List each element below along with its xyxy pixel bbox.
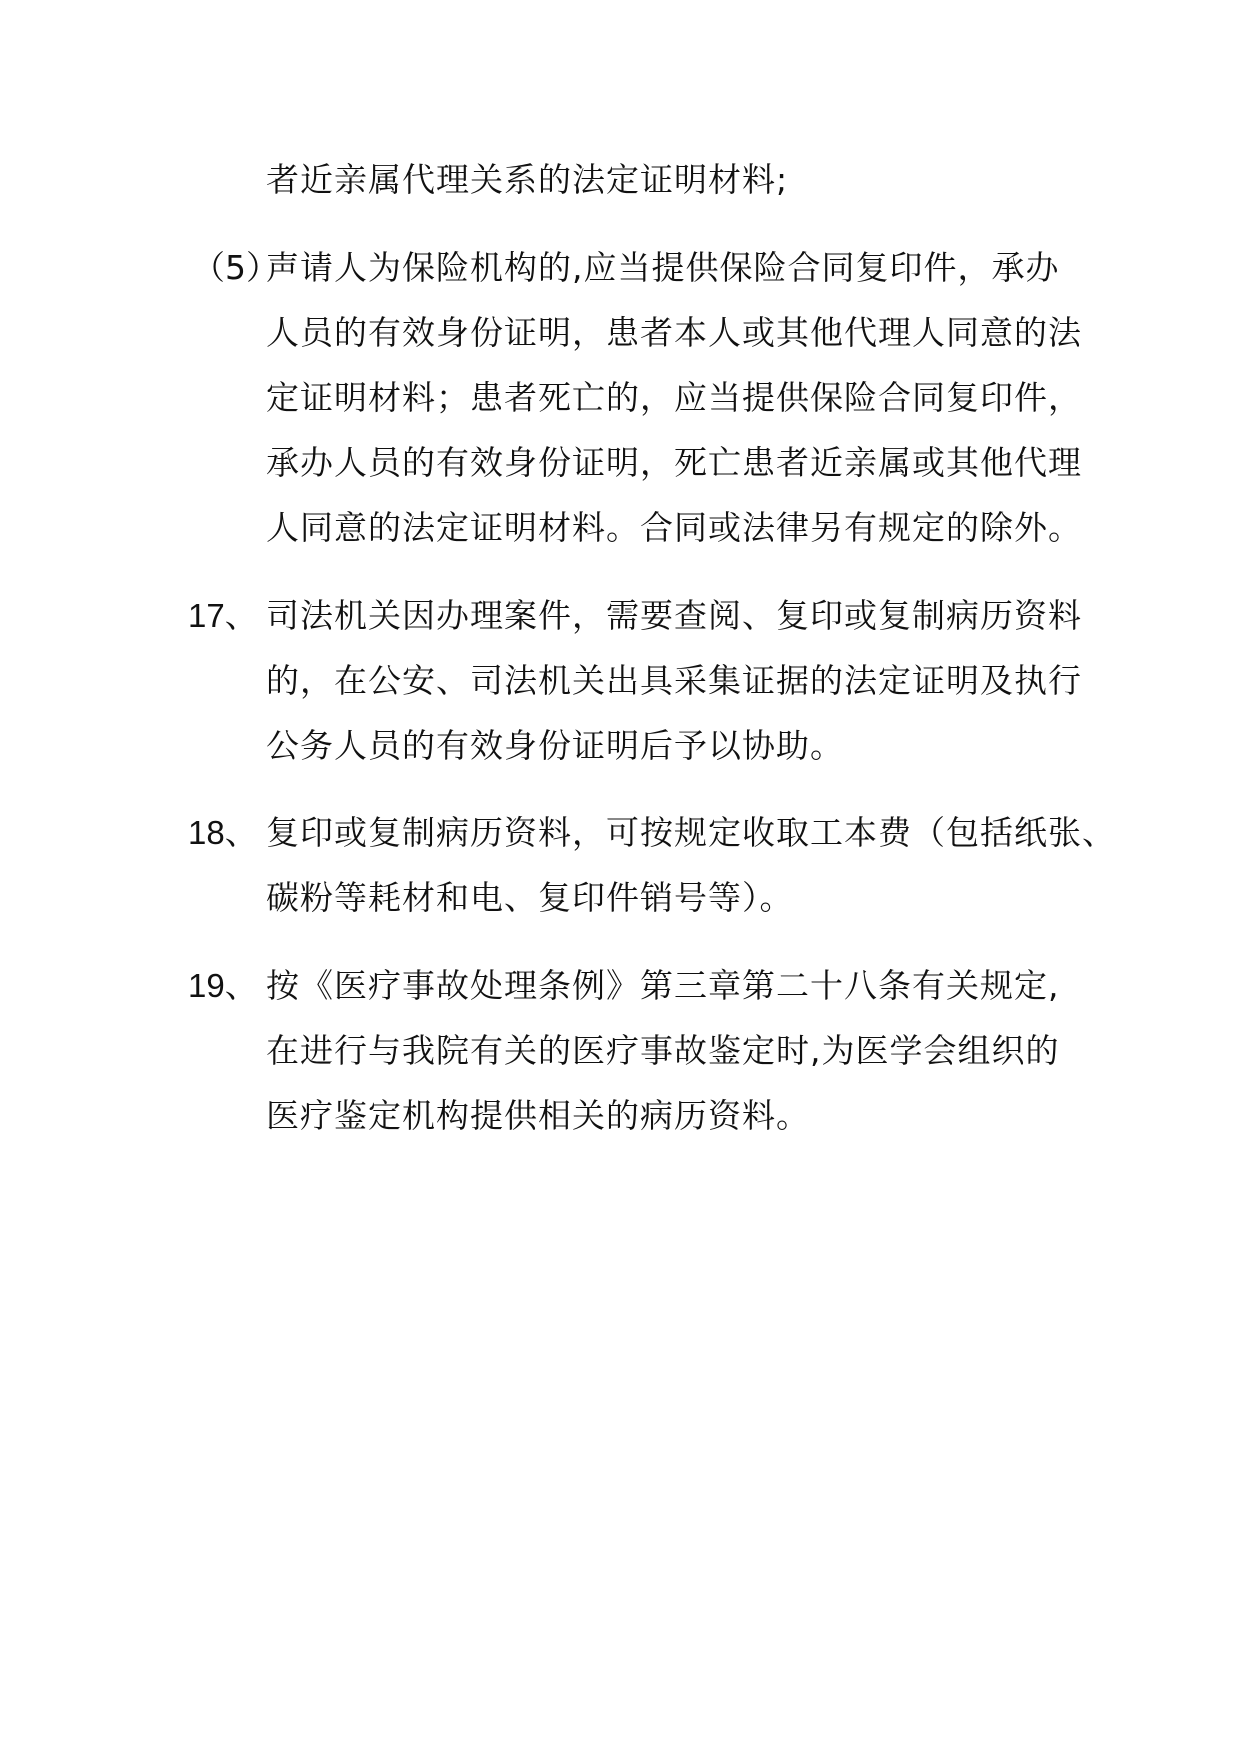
item-17-line: 公务人员的有效身份证明后予以协助。: [266, 726, 844, 765]
item-5-line: 人员的有效身份证明，患者本人或其他代理人同意的法: [266, 313, 1082, 352]
item-5-line: 声请人为保险机构的,应当提供保险合同复印件，承办: [266, 248, 1060, 287]
item-17-marker: 17、: [188, 597, 258, 634]
item-19-line: 按《医疗事故处理条例》第三章第二十八条有关规定,: [266, 966, 1060, 1005]
item-18-marker: 18、: [188, 814, 258, 851]
item-5-marker: （5）: [192, 248, 279, 287]
item-19-line: 医疗鉴定机构提供相关的病历资料。: [266, 1096, 810, 1135]
item-19-marker: 19、: [188, 967, 258, 1004]
item-18-line: 碳粉等耗材和电、复印件销号等）。: [266, 878, 794, 917]
item-19-line: 在进行与我院有关的医疗事故鉴定时,为医学会组织的: [266, 1031, 1060, 1070]
item-17-line: 司法机关因办理案件，需要查阅、复印或复制病历资料: [266, 596, 1082, 635]
item-5-line: 人同意的法定证明材料。合同或法律另有规定的除外。: [266, 508, 1082, 547]
item-17-line: 的，在公安、司法机关出具采集证据的法定证明及执行: [266, 661, 1082, 700]
continuation-line: 者近亲属代理关系的法定证明材料;: [266, 160, 789, 199]
item-5-line: 承办人员的有效身份证明，死亡患者近亲属或其他代理: [266, 443, 1082, 482]
item-18-line: 复印或复制病历资料，可按规定收取工本费（包括纸张、: [266, 813, 1116, 852]
item-5-line: 定证明材料；患者死亡的，应当提供保险合同复印件，: [266, 378, 1082, 417]
